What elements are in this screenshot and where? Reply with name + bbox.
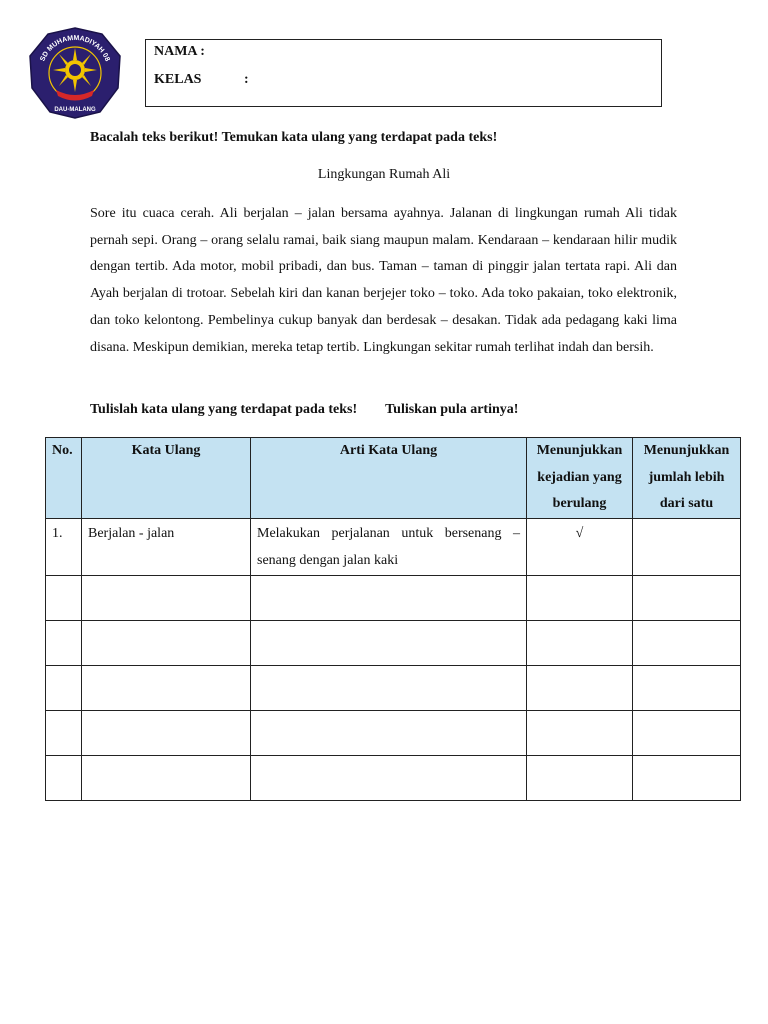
instruction-write-part1: Tulislah kata ulang yang terdapat pada teks!	[90, 402, 358, 417]
cell-arti[interactable]	[251, 755, 527, 800]
cell-kata-ulang: Berjalan - jalan	[82, 518, 251, 575]
cell-no[interactable]	[46, 755, 82, 800]
cell-arti[interactable]	[251, 710, 527, 755]
cell-no[interactable]	[46, 620, 82, 665]
header-arti: Arti Kata Ulang	[251, 438, 527, 519]
table-row	[46, 575, 741, 620]
header-jumlah-lebih: Menunjukkan jumlah lebih dari satu	[633, 438, 741, 519]
answer-table	[45, 437, 741, 801]
table-header-row	[46, 438, 741, 519]
cell-no[interactable]	[46, 710, 82, 755]
cell-jumlah-lebih[interactable]	[633, 575, 741, 620]
table-row	[46, 518, 741, 575]
table-row	[46, 620, 741, 665]
student-info-box	[145, 39, 662, 107]
cell-kejadian-berulang: √	[527, 518, 633, 575]
cell-no[interactable]	[46, 575, 82, 620]
cell-kejadian-berulang[interactable]	[527, 575, 633, 620]
cell-kejadian-berulang[interactable]	[527, 665, 633, 710]
logo-bottom-text: DAU-MALANG	[54, 107, 96, 113]
svg-text:SD MUHAMMADIYAH 08: SD MUHAMMADIYAH 08	[39, 34, 111, 63]
table-row	[46, 755, 741, 800]
table-row	[46, 710, 741, 755]
class-label: KELAS	[154, 72, 202, 87]
table-row	[46, 665, 741, 710]
cell-jumlah-lebih[interactable]	[633, 710, 741, 755]
cell-kata-ulang[interactable]	[82, 665, 251, 710]
cell-jumlah-lebih[interactable]	[633, 620, 741, 665]
cell-kejadian-berulang[interactable]	[527, 620, 633, 665]
cell-kata-ulang[interactable]	[82, 710, 251, 755]
header-kejadian-berulang: Menunjukkan kejadian yang berulang	[527, 438, 633, 519]
story-title: Lingkungan Rumah Ali	[317, 167, 451, 182]
cell-jumlah-lebih	[633, 518, 741, 575]
cell-kata-ulang[interactable]	[82, 755, 251, 800]
cell-arti[interactable]	[251, 575, 527, 620]
cell-kata-ulang[interactable]	[82, 575, 251, 620]
story-paragraph: Sore itu cuaca cerah. Ali berjalan – jalan bersama ayahnya. Jalanan di lingkungan rumah Ali tidak pernah sepi. Orang – orang selalu ramai, baik siang maupun malam. Kendaraan – kendaraan hilir mudik dengan tertib. Ada motor, mobil pribadi, dan bus. Taman – taman di pinggir jalan tertata rapi. Ali dan Ayah berjalan di trotoar. Sebelah kiri dan kanan berjejer toko – toko. Ada toko pakaian, toko elektronik, dan toko kelontong. Pembelinya cukup banyak dan berdesak – desakan. Tidak ada pedagang kaki lima disana. Meskipun demikian, mereka tetap tertib. Lingkungan sekitar rumah terlihat indah dan bersih.	[90, 206, 677, 355]
cell-kata-ulang[interactable]	[82, 620, 251, 665]
instruction-write-words	[90, 402, 518, 418]
cell-arti: Melakukan perjalanan untuk bersenang – senang dengan jalan kaki	[251, 518, 527, 575]
cell-jumlah-lebih[interactable]	[633, 665, 741, 710]
school-logo	[26, 26, 124, 120]
header-kata-ulang: Kata Ulang	[82, 438, 251, 519]
header-no: No.	[46, 438, 82, 519]
class-colon: :	[244, 72, 249, 87]
cell-kejadian-berulang[interactable]	[527, 710, 633, 755]
cell-arti[interactable]	[251, 665, 527, 710]
name-label: NAMA :	[154, 44, 205, 59]
instruction-read-text: Bacalah teks berikut! Temukan kata ulang yang terdapat pada teks!	[90, 130, 498, 145]
cell-jumlah-lebih[interactable]	[633, 755, 741, 800]
cell-no[interactable]	[46, 665, 82, 710]
cell-arti[interactable]	[251, 620, 527, 665]
cell-kejadian-berulang[interactable]	[527, 755, 633, 800]
instruction-write-part2: Tuliskan pula artinya!	[385, 402, 519, 417]
cell-no: 1.	[46, 518, 82, 575]
